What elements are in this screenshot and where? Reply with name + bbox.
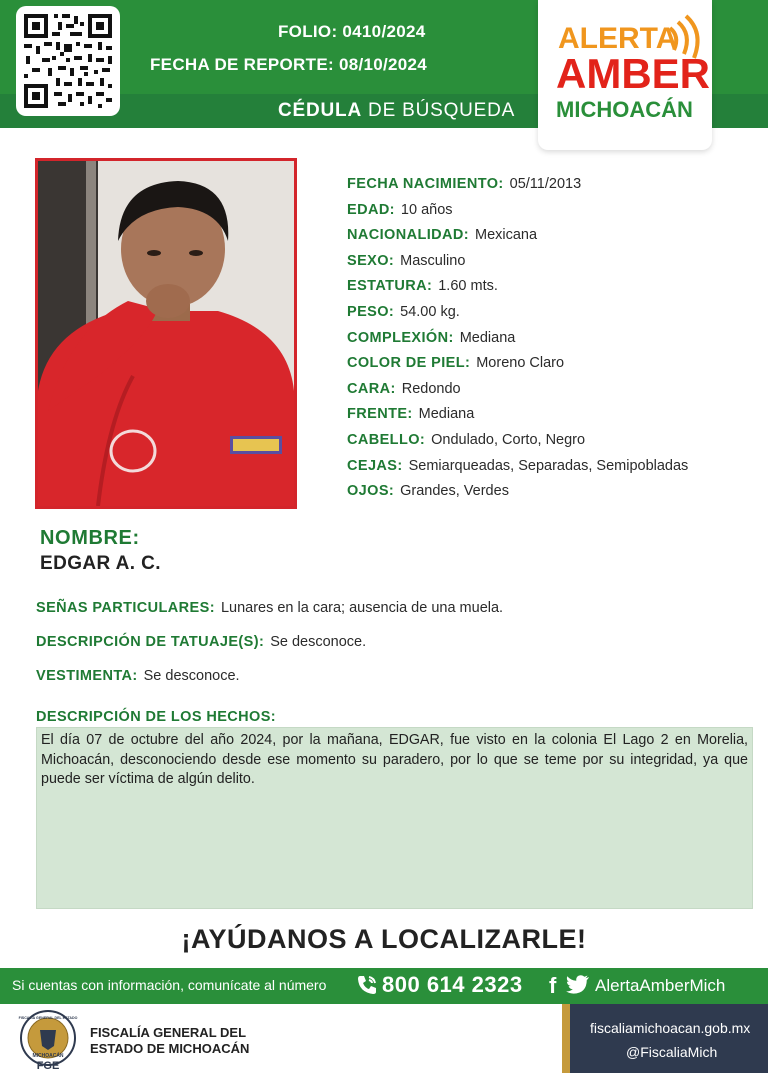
seal-mid-text: MICHOACÁN [32,1053,64,1059]
logo-alerta: ALERTA [558,22,678,55]
senas-row [36,600,503,616]
detail-color-piel: COLOR DE PIEL: Moreno Claro [347,355,565,372]
agency-name-line1: FISCALÍA GENERAL DEL [90,1025,247,1040]
detail-estatura: ESTATURA: 1.60 mts. [347,278,498,295]
facebook-icon[interactable]: f [549,973,557,998]
tatuajes-value: Se desconoce. [270,634,367,650]
person-photo [35,158,297,509]
details-list [347,176,688,509]
alerta-amber-logo [538,0,712,150]
hechos-text: El día 07 de octubre del año 2024, por la mañana, EDGAR, fue visto en la colonia El Lago 2 en Morelia, Michoacán, desconociendo desde ese momento su paradero, por lo que se teme por su integridad, ya que puede ser víctima de algún delito. [36,727,753,909]
agency-name-line2: ESTADO DE MICHOACÁN [90,1041,250,1056]
tatuajes-row [36,634,366,650]
detail-frente: FRENTE: Mediana [347,406,475,423]
tatuajes-label: DESCRIPCIÓN DE TATUAJE(S): [36,634,265,650]
phone-number[interactable]: 800 614 2323 [382,972,523,997]
seal-bottom-text: FGE [36,1060,60,1070]
folio-number: FOLIO: 0410/2024 [278,22,426,41]
detail-cejas: CEJAS: Semiarqueadas, Separadas, Semipobladas [347,457,689,474]
senas-label: SEÑAS PARTICULARES: [36,600,215,616]
alerta-amber-logo-icon [538,0,712,150]
nombre-label: NOMBRE: [40,527,140,549]
twitter-icon[interactable] [566,975,590,995]
detail-complexion: COMPLEXIÓN: Mediana [347,329,516,346]
qr-code-icon [22,12,114,110]
document-title-bold: CÉDULA [278,100,362,121]
detail-edad: EDAD: 10 años [347,201,453,218]
fiscalia-handle[interactable]: @FiscaliaMich [626,1044,718,1060]
detail-peso: PESO: 54.00 kg. [347,303,460,320]
qr-code[interactable] [16,6,120,116]
accent-stripe [562,1004,570,1073]
phone-icon [355,973,379,997]
vestimenta-value: Se desconoce. [143,668,240,684]
agency-name [90,1025,249,1057]
nombre-value: EDGAR A. C. [40,553,161,574]
document-title [278,100,515,122]
logo-amber: AMBER [556,50,710,97]
senas-value: Lunares en la cara; ausencia de una muela. [220,600,504,616]
person-photo-icon [38,161,294,506]
fge-seal-icon [18,1010,78,1070]
social-handle[interactable]: AlertaAmberMich [595,976,726,995]
report-date: FECHA DE REPORTE: 08/10/2024 [150,55,428,74]
seal-top-text: FISCALÍA GENERAL DEL ESTADO [18,1016,78,1020]
detail-cabello: CABELLO: Ondulado, Corto, Negro [347,431,586,448]
vestimenta-row [36,668,240,684]
contact-info-text: Si cuentas con información, comunícate al número [12,977,327,993]
detail-cara: CARA: Redondo [347,380,461,397]
agency-section [0,1004,562,1073]
website-link[interactable]: fiscaliamichoacan.gob.mx [590,1020,751,1036]
detail-nacionalidad: NACIONALIDAD: Mexicana [347,227,538,244]
hechos-label: DESCRIPCIÓN DE LOS HECHOS: [36,709,277,725]
detail-sexo: SEXO: Masculino [347,252,466,269]
web-section [562,1004,768,1073]
call-to-action: ¡AYÚDANOS A LOCALIZARLE! [181,924,587,954]
logo-michoacan: MICHOACÁN [556,97,693,122]
detail-ojos: OJOS: Grandes, Verdes [347,483,509,500]
detail-fecha-nacimiento: FECHA NACIMIENTO: 05/11/2013 [347,176,582,192]
document-title-rest: DE BÚSQUEDA [361,100,516,121]
vestimenta-label: VESTIMENTA: [36,668,138,684]
